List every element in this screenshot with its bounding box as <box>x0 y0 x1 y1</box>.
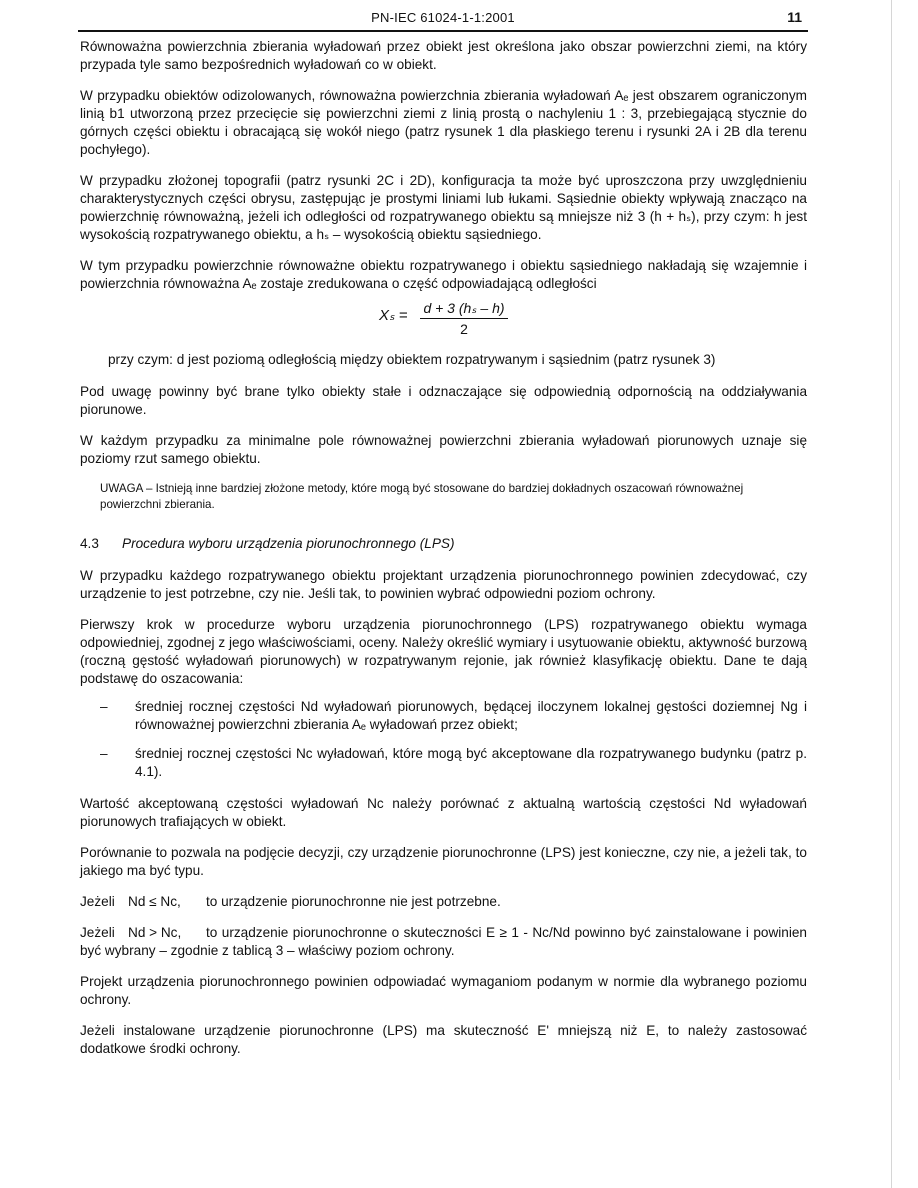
list-item-text: średniej rocznej częstości Nd wyładowań piorunowych, będącej iloczynem lokalnej gęstości doziemnej Ng i równoważnej powierzchni zbierania Aₑ wyładowań przez obiekt; <box>135 699 807 732</box>
formula-numerator: d + 3 (hₛ – h) <box>420 299 508 319</box>
formula-denominator: 2 <box>460 321 468 337</box>
paragraph-designer-decision: W przypadku każdego rozpatrywanego obiektu projektant urządzenia piorunochronnego powinien zdecydować, czy urządzenie to jest potrzebne, czy nie. Jeśli tak, to powinien wybrać odpowiedni poziom ochrony. <box>80 568 807 601</box>
section-title: Procedura wyboru urządzenia piorunochronnego (LPS) <box>122 536 455 551</box>
paragraph-fixed-objects: Pod uwagę powinny być brane tylko obiekty stałe i odznaczające się odpowiednią odpornością na oddziaływania piorunowe. <box>80 384 807 417</box>
list-item-text: średniej rocznej częstości Nc wyładowań, które mogą być akceptowane dla rozpatrywanego budynku (patrz p. 4.1). <box>135 746 807 779</box>
list-dash: – <box>100 699 108 714</box>
formula-fraction <box>420 299 508 338</box>
distance-formula <box>80 299 807 341</box>
condition-relation: Nd ≤ Nc, <box>128 894 181 909</box>
paragraph-first-step: Pierwszy krok w procedurze wyboru urządzenia piorunochronnego (LPS) rozpatrywanego obiektu wymaga odpowiedniej, zgodnej z jego właściwościami, oceny. Należy określić wymiary i usytuowanie obiektu, aktywność burzową (roczną gęstość wyładowań piorunowych) w rozpatrywanym rejonie, jak również klasyfikację obiektu. Dane te dają podstawę do oszacowania: <box>80 617 807 686</box>
scan-edge-line-inner <box>899 180 900 1080</box>
section-heading-4-3 <box>80 535 807 553</box>
condition-not-needed <box>80 893 807 911</box>
formula-lhs: Xₛ = <box>379 307 408 324</box>
section-number: 4.3 <box>80 536 99 551</box>
condition-needed <box>80 924 807 960</box>
paragraph-additional-measures: Jeżeli instalowane urządzenie piorunochronne (LPS) ma skuteczność E' mniejszą niż E, to należy zastosować dodatkowe środki ochrony. <box>80 1023 807 1056</box>
condition-text: to urządzenie piorunochronne nie jest potrzebne. <box>206 894 501 909</box>
formula-where-clause: przy czym: d jest poziomą odległością między obiektem rozpatrywanym i sąsiednim (patrz rysunek 3) <box>108 352 716 367</box>
note-other-methods: UWAGA – Istnieją inne bardziej złożone metody, które mogą być stosowane do bardziej dokładnych oszacowań równoważnej powierzchni zbierania. <box>100 482 744 511</box>
paragraph-minimum-area: W każdym przypadku za minimalne pole równoważnej powierzchni zbierania wyładowań piorunowych uznaje się poziomy rzut samego obiektu. <box>80 433 807 466</box>
scan-edge-line <box>891 0 892 1188</box>
condition-text: to urządzenie piorunochronne o skuteczności E ≥ 1 - Nc/Nd powinno być zainstalowane i powinien być wybrany – zgodnie z tablicą 3 – właściwy poziom ochrony. <box>80 925 807 958</box>
paragraph-project-requirements: Projekt urządzenia piorunochronnego powinien odpowiadać wymaganiom podanym w normie dla wybranego poziomu ochrony. <box>80 974 807 1007</box>
paragraph-isolated-objects: W przypadku obiektów odizolowanych, równoważna powierzchnia zbierania wyładowań Aₑ jest obszarem ograniczonym linią b1 utworzoną przez przecięcie się powierzchni ziemi z linią prostą o nachyleniu 1 : 3, przebiegającą stycznie do górnych części obiektu i obracającą się wokół niego (patrz rysunek 1 dla płaskiego terenu i rysunki 2A i 2B dla terenu pochyłego). <box>80 88 807 157</box>
list-item-nd <box>100 698 807 734</box>
page-body <box>80 38 807 1071</box>
condition-relation: Nd > Nc, <box>128 925 182 940</box>
paragraph-compare-values: Wartość akceptowaną częstości wyładowań Nc należy porównać z aktualną wartością częstości Nd wyładowań piorunowych trafiających w obiekt. <box>80 796 807 829</box>
page-header <box>78 8 808 32</box>
paragraph-complex-topography: W przypadku złożonej topografii (patrz rysunki 2C i 2D), konfiguracja ta może być uproszczona przy uwzględnieniu charakterystycznych części obrysu, zastępując je prostymi liniami lub łukami. Sąsiednie obiekty wpływają znacząco na powierzchnię równoważną, jeżeli ich odległości od rozpatrywanego obiektu są mniejsze niż 3 (h + hₛ), przy czym: h jest wysokością rozpatrywanego obiektu, a hₛ – wysokością obiektu sąsiedniego. <box>80 173 807 242</box>
paragraph-overlapping-areas: W tym przypadku powierzchnie równoważne obiektu rozpatrywanego i obiektu sąsiedniego nakładają się wzajemnie i powierzchnia równoważna Aₑ zostaje zredukowana o część odpowiadającą odległości <box>80 258 807 291</box>
standard-designation: PN-IEC 61024-1-1:2001 <box>371 10 515 25</box>
paragraph-decision: Porównanie to pozwala na podjęcie decyzji, czy urządzenie piorunochronne (LPS) jest konieczne, czy nie, a jeżeli tak, to jakiego ma być typu. <box>80 845 807 878</box>
condition-label: Jeżeli <box>80 925 115 940</box>
list-dash: – <box>100 746 108 761</box>
paragraph-equivalent-area-definition: Równoważna powierzchnia zbierania wyładowań przez obiekt jest określona jako obszar powierzchni ziemi, na który przypada tyle samo bezpośrednich wyładowań co w obiekt. <box>80 39 807 72</box>
condition-label: Jeżeli <box>80 894 115 909</box>
page-number: 11 <box>787 9 802 25</box>
list-item-nc <box>100 745 807 781</box>
